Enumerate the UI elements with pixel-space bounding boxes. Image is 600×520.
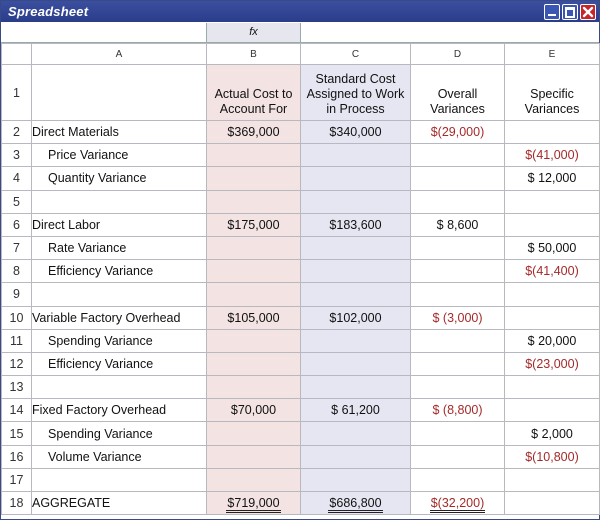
standard-cost-cell[interactable]	[301, 236, 411, 259]
row-number[interactable]: 7	[2, 236, 32, 259]
actual-cost-cell[interactable]	[207, 468, 301, 491]
row-number[interactable]: 10	[2, 306, 32, 329]
standard-cost-cell[interactable]	[301, 492, 411, 515]
actual-cost-cell[interactable]: $369,000	[207, 121, 301, 144]
spreadsheet-grid	[1, 43, 600, 515]
row-label[interactable]: Efficiency Variance	[32, 352, 207, 375]
specific-variance-cell[interactable]	[505, 190, 600, 213]
specific-variance-cell[interactable]: $ 20,000	[505, 329, 600, 352]
row-number[interactable]: 4	[2, 167, 32, 190]
overall-variance-cell[interactable]	[411, 468, 505, 491]
table-row	[2, 376, 600, 399]
overall-variance-cell[interactable]	[411, 352, 505, 375]
window-title: Spreadsheet	[8, 4, 89, 19]
row-label[interactable]: Direct Materials	[32, 121, 207, 144]
row-number[interactable]: 16	[2, 445, 32, 468]
row-label[interactable]: AGGREGATE	[32, 492, 207, 515]
header-standard-cost[interactable]: Standard Cost Assigned to Work in Process	[301, 65, 411, 121]
row-number[interactable]: 5	[2, 190, 32, 213]
specific-variance-cell[interactable]: $ 2,000	[505, 422, 600, 445]
table-row	[2, 167, 600, 190]
overall-variance-cell[interactable]	[411, 492, 505, 515]
overall-variance-cell[interactable]	[411, 260, 505, 283]
column-header-e[interactable]: E	[505, 44, 600, 65]
standard-cost-cell[interactable]	[301, 283, 411, 306]
standard-cost-cell[interactable]	[301, 352, 411, 375]
overall-variance-cell[interactable]	[411, 445, 505, 468]
standard-cost-cell[interactable]	[301, 376, 411, 399]
row-label[interactable]: Variable Factory Overhead	[32, 306, 207, 329]
actual-cost-cell[interactable]: $105,000	[207, 306, 301, 329]
row-label[interactable]: Spending Variance	[32, 422, 207, 445]
header-overall-variances[interactable]: Overall Variances	[411, 65, 505, 121]
actual-cost-cell[interactable]	[207, 283, 301, 306]
cell[interactable]	[32, 65, 207, 121]
actual-cost-cell[interactable]	[207, 445, 301, 468]
standard-cost-cell[interactable]	[301, 190, 411, 213]
standard-cost-cell[interactable]: $340,000	[301, 121, 411, 144]
aggregate-value: $(32,200)	[430, 496, 486, 513]
overall-variance-cell[interactable]: $ 8,600	[411, 213, 505, 236]
actual-cost-cell[interactable]	[207, 492, 301, 515]
standard-cost-cell[interactable]	[301, 468, 411, 491]
actual-cost-cell[interactable]	[207, 422, 301, 445]
formula-bar[interactable]	[1, 23, 599, 43]
row-label[interactable]: Spending Variance	[32, 329, 207, 352]
standard-cost-cell[interactable]	[301, 445, 411, 468]
row-label[interactable]: Volume Variance	[32, 445, 207, 468]
overall-variance-cell[interactable]	[411, 190, 505, 213]
standard-cost-cell[interactable]	[301, 260, 411, 283]
column-header-a[interactable]: A	[32, 44, 207, 65]
row-label[interactable]	[32, 190, 207, 213]
table-row	[2, 492, 600, 515]
specific-variance-cell[interactable]: $(10,800)	[505, 445, 600, 468]
maximize-icon	[565, 7, 575, 18]
actual-cost-cell[interactable]	[207, 167, 301, 190]
table-row	[2, 445, 600, 468]
row-label[interactable]: Quantity Variance	[32, 167, 207, 190]
column-header-d[interactable]: D	[411, 44, 505, 65]
row-number[interactable]: 11	[2, 329, 32, 352]
actual-cost-cell[interactable]	[207, 352, 301, 375]
specific-variance-cell[interactable]: $ 50,000	[505, 236, 600, 259]
standard-cost-cell[interactable]	[301, 167, 411, 190]
table-row	[2, 236, 600, 259]
specific-variance-cell[interactable]: $(23,000)	[505, 352, 600, 375]
maximize-button[interactable]	[562, 4, 578, 20]
column-header-b[interactable]: B	[207, 44, 301, 65]
row-label[interactable]	[32, 376, 207, 399]
specific-variance-cell[interactable]	[505, 121, 600, 144]
overall-variance-cell[interactable]: $(29,000)	[411, 121, 505, 144]
actual-cost-cell[interactable]	[207, 329, 301, 352]
row-number[interactable]: 12	[2, 352, 32, 375]
table-row	[2, 468, 600, 491]
header-specific-variances[interactable]: Specific Variances	[505, 65, 600, 121]
overall-variance-cell[interactable]	[411, 167, 505, 190]
table-row	[2, 121, 600, 144]
row-number[interactable]: 1	[2, 65, 32, 121]
specific-variance-cell[interactable]	[505, 399, 600, 422]
actual-cost-cell[interactable]	[207, 190, 301, 213]
close-icon	[581, 5, 595, 19]
row-number[interactable]: 13	[2, 376, 32, 399]
overall-variance-cell[interactable]	[411, 144, 505, 167]
actual-cost-cell[interactable]: $175,000	[207, 213, 301, 236]
row-label[interactable]: Efficiency Variance	[32, 260, 207, 283]
row-number[interactable]: 15	[2, 422, 32, 445]
column-header-c[interactable]: C	[301, 44, 411, 65]
row-number[interactable]: 14	[2, 399, 32, 422]
row-number[interactable]: 2	[2, 121, 32, 144]
overall-variance-cell[interactable]	[411, 376, 505, 399]
table-row	[2, 283, 600, 306]
specific-variance-cell[interactable]	[505, 468, 600, 491]
table-row	[2, 352, 600, 375]
specific-variance-cell[interactable]: $ 12,000	[505, 167, 600, 190]
header-actual-cost[interactable]: Actual Cost to Account For	[207, 65, 301, 121]
row-number[interactable]: 3	[2, 144, 32, 167]
overall-variance-cell[interactable]	[411, 329, 505, 352]
table-row	[2, 399, 600, 422]
standard-cost-cell[interactable]	[301, 422, 411, 445]
overall-variance-cell[interactable]	[411, 283, 505, 306]
specific-variance-cell[interactable]	[505, 492, 600, 515]
overall-variance-cell[interactable]	[411, 236, 505, 259]
overall-variance-cell[interactable]: $ (3,000)	[411, 306, 505, 329]
row-number[interactable]: 8	[2, 260, 32, 283]
actual-cost-cell[interactable]	[207, 260, 301, 283]
specific-variance-cell[interactable]: $(41,000)	[505, 144, 600, 167]
table-row	[2, 306, 600, 329]
specific-variance-cell[interactable]	[505, 376, 600, 399]
close-button[interactable]	[580, 4, 596, 20]
row-label[interactable]: Direct Labor	[32, 213, 207, 236]
column-header-row	[2, 44, 600, 65]
minimize-icon	[548, 14, 556, 16]
row-label[interactable]: Fixed Factory Overhead	[32, 399, 207, 422]
table-row	[2, 260, 600, 283]
corner-cell[interactable]	[2, 44, 32, 65]
actual-cost-cell[interactable]	[207, 236, 301, 259]
specific-variance-cell[interactable]	[505, 283, 600, 306]
specific-variance-cell[interactable]: $(41,400)	[505, 260, 600, 283]
table-row	[2, 190, 600, 213]
aggregate-value: $686,800	[328, 496, 382, 513]
standard-cost-cell[interactable]	[301, 329, 411, 352]
row-number[interactable]: 18	[2, 492, 32, 515]
actual-cost-cell[interactable]: $70,000	[207, 399, 301, 422]
table-row	[2, 144, 600, 167]
title-bar[interactable]	[1, 1, 599, 22]
overall-variance-cell[interactable]	[411, 422, 505, 445]
standard-cost-cell[interactable]: $102,000	[301, 306, 411, 329]
row-label[interactable]: Price Variance	[32, 144, 207, 167]
table-row	[2, 213, 600, 236]
row-number[interactable]: 6	[2, 213, 32, 236]
row-label[interactable]: Rate Variance	[32, 236, 207, 259]
actual-cost-cell[interactable]	[207, 144, 301, 167]
aggregate-value: $719,000	[226, 496, 280, 513]
overall-variance-cell[interactable]: $ (8,800)	[411, 399, 505, 422]
specific-variance-cell[interactable]	[505, 306, 600, 329]
standard-cost-cell[interactable]: $183,600	[301, 213, 411, 236]
minimize-button[interactable]	[544, 4, 560, 20]
row-label[interactable]	[32, 468, 207, 491]
row-number[interactable]: 9	[2, 283, 32, 306]
table-row	[2, 329, 600, 352]
row-number[interactable]: 17	[2, 468, 32, 491]
standard-cost-cell[interactable]: $ 61,200	[301, 399, 411, 422]
standard-cost-cell[interactable]	[301, 144, 411, 167]
table-row	[2, 422, 600, 445]
actual-cost-cell[interactable]	[207, 376, 301, 399]
specific-variance-cell[interactable]	[505, 213, 600, 236]
row-label[interactable]	[32, 283, 207, 306]
fx-label: fx	[206, 23, 301, 42]
table-row	[2, 65, 600, 121]
